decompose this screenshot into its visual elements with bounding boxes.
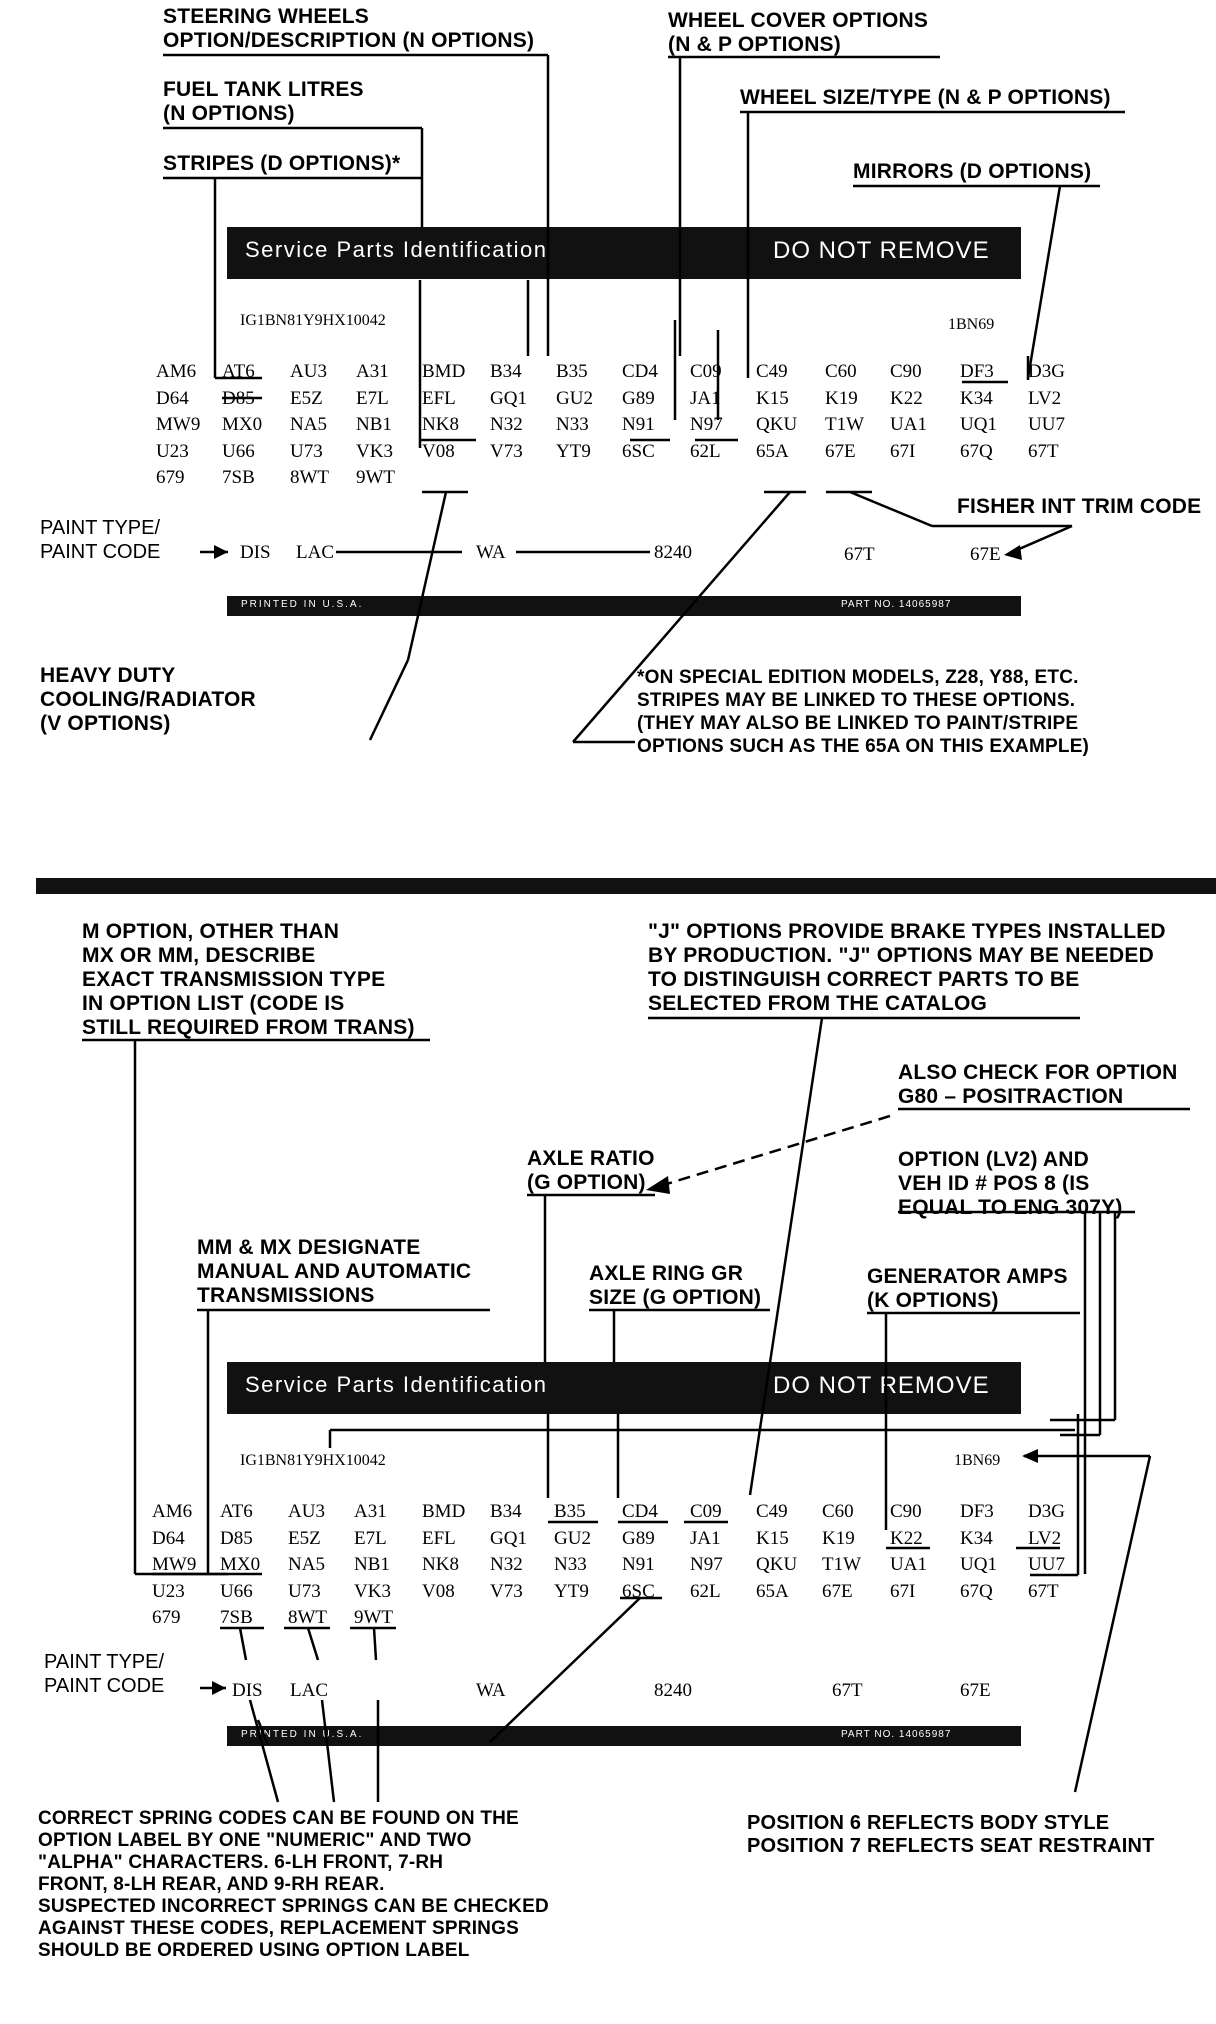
option-code: N97 [690, 1554, 723, 1575]
option-code: GQ1 [490, 1527, 527, 1549]
option-code: A31 [356, 361, 389, 382]
option-code: 67T [1028, 1580, 1059, 1602]
mm-mx-annotation: MM & MX DESIGNATE MANUAL AND AUTOMATIC TRANSMISSIONS [197, 1236, 472, 1307]
paint-wa-top: WA [476, 542, 506, 563]
option-code: BMD [422, 1501, 466, 1522]
option-code: U66 [220, 1580, 253, 1602]
option-code: N97 [690, 414, 723, 435]
option-code: CD4 [622, 1501, 658, 1522]
option-code: A31 [354, 1501, 387, 1522]
option-code: B35 [556, 361, 588, 382]
option-code: VK3 [356, 440, 393, 462]
paint-67e-bottom: 67E [960, 1680, 991, 1701]
option-code: 67I [890, 1580, 916, 1602]
option-code: V08 [422, 1580, 455, 1602]
option-code: K19 [822, 1527, 855, 1549]
option-code: UA1 [890, 414, 927, 435]
option-code: AT6 [222, 361, 255, 382]
option-code: 8WT [288, 1607, 328, 1628]
option-code: QKU [756, 414, 798, 435]
option-code: C09 [690, 1501, 722, 1522]
printed-label: PRINTED IN U.S.A. [241, 1729, 364, 1740]
option-code: C60 [825, 361, 857, 382]
option-code: K15 [756, 387, 789, 409]
wheel-cover-annotation: WHEEL COVER OPTIONS (N & P OPTIONS) [668, 9, 929, 56]
option-code: G89 [622, 387, 655, 409]
option-code: T1W [825, 414, 865, 435]
option-code: N91 [622, 414, 655, 435]
option-code: GU2 [554, 1527, 591, 1549]
option-code: NK8 [422, 1554, 459, 1575]
option-code: N32 [490, 1554, 523, 1575]
option-code: AU3 [290, 361, 327, 382]
option-code: 8WT [290, 467, 330, 488]
option-code: K22 [890, 1527, 923, 1549]
option-code: JA1 [690, 1527, 721, 1549]
option-code: NA5 [288, 1554, 325, 1575]
option-code: DF3 [960, 1501, 994, 1522]
option-code: AM6 [156, 361, 197, 382]
label-warning: DO NOT REMOVE [773, 1372, 990, 1399]
option-code: 7SB [220, 1607, 253, 1628]
stripes-annotation: STRIPES (D OPTIONS)* [163, 152, 401, 175]
option-code: V08 [422, 440, 455, 462]
option-code: C49 [756, 1501, 788, 1522]
option-code: 6SC [622, 1580, 655, 1602]
option-code: 679 [152, 1607, 181, 1628]
option-code: 65A [756, 1580, 789, 1602]
option-code: JA1 [690, 387, 721, 409]
option-code: VK3 [354, 1580, 391, 1602]
axle-ratio-annotation: AXLE RATIO (G OPTION) [527, 1147, 655, 1194]
paint-67t-bottom: 67T [832, 1680, 863, 1701]
option-code: EFL [422, 387, 456, 409]
option-code: N91 [622, 1554, 655, 1575]
option-code: D64 [156, 387, 189, 409]
paint-67e-top: 67E [970, 544, 1001, 565]
vin-bottom: IG1BN81Y9HX10042 [240, 1452, 386, 1469]
option-code: 67Q [960, 440, 993, 462]
paint-dis-bottom: DIS [232, 1680, 263, 1701]
option-code: V73 [490, 440, 523, 462]
option-code: D3G [1028, 361, 1065, 382]
option-code: MW9 [156, 414, 201, 435]
option-code: NB1 [356, 414, 392, 435]
option-code: 65A [756, 440, 789, 462]
paint-type-label-bottom: PAINT TYPE/ PAINT CODE [44, 1651, 165, 1697]
option-code: C49 [756, 361, 788, 382]
option-code: D85 [222, 387, 255, 409]
option-code: YT9 [554, 1580, 589, 1602]
option-code: AM6 [152, 1501, 193, 1522]
option-code: EFL [422, 1527, 456, 1549]
option-code: K34 [960, 387, 993, 409]
option-code: T1W [822, 1554, 862, 1575]
body-code-top: 1BN69 [948, 316, 995, 333]
steering-wheels-annotation: STEERING WHEELS OPTION/DESCRIPTION (N OPTIONS) [163, 5, 535, 52]
option-code: MX0 [220, 1554, 261, 1575]
option-code: 62L [690, 1580, 721, 1602]
option-code: U23 [152, 1580, 185, 1602]
option-code: C90 [890, 1501, 922, 1522]
option-code: LV2 [1028, 1527, 1062, 1549]
label-title: Service Parts Identification [245, 237, 548, 262]
paint-8240-bottom: 8240 [654, 1680, 692, 1701]
option-code: UQ1 [960, 1554, 997, 1575]
option-code: 9WT [354, 1607, 394, 1628]
option-code: E7L [356, 387, 389, 409]
body-code-bottom: 1BN69 [954, 1452, 1001, 1469]
label-title: Service Parts Identification [245, 1372, 548, 1397]
mirrors-annotation: MIRRORS (D OPTIONS) [853, 160, 1092, 183]
option-code: N33 [554, 1554, 587, 1575]
option-code: YT9 [556, 440, 591, 462]
option-code: D3G [1028, 1501, 1065, 1522]
option-code: B34 [490, 361, 522, 382]
paint-type-label-top: PAINT TYPE/ PAINT CODE [40, 517, 161, 563]
option-code: 62L [690, 440, 721, 462]
label-warning: DO NOT REMOVE [773, 237, 990, 264]
option-code: 6SC [622, 440, 655, 462]
paint-8240-top: 8240 [654, 542, 692, 563]
option-code: NB1 [354, 1554, 390, 1575]
option-code: U73 [288, 1580, 321, 1602]
special-edition-annotation: *ON SPECIAL EDITION MODELS, Z28, Y88, ETC. STRIPES MAY BE LINKED TO THESE OPTIONS. (THEY MAY ALSO BE LINKED TO PAINT/STRIPE OPTIONS SUCH AS THE 65A ON THIS EXAMPLE) [637, 667, 1090, 757]
part-number: PART NO. 14065987 [841, 599, 952, 610]
option-code: G89 [622, 1527, 655, 1549]
option-code: BMD [422, 361, 466, 382]
position-annotation: POSITION 6 REFLECTS BODY STYLE POSITION 7 REFLECTS SEAT RESTRAINT [747, 1812, 1155, 1857]
option-code: D85 [220, 1527, 253, 1549]
option-code: C60 [822, 1501, 854, 1522]
option-code: E5Z [288, 1527, 321, 1549]
option-code: K19 [825, 387, 858, 409]
option-code: GQ1 [490, 387, 527, 409]
option-code: U23 [156, 440, 189, 462]
option-code: 67Q [960, 1580, 993, 1602]
option-code: 679 [156, 467, 185, 488]
generator-amps-annotation: GENERATOR AMPS (K OPTIONS) [867, 1265, 1068, 1312]
fisher-trim-annotation: FISHER INT TRIM CODE [957, 495, 1202, 518]
paint-wa-bottom: WA [476, 1680, 506, 1701]
option-code: N32 [490, 414, 523, 435]
option-code: 67T [1028, 440, 1059, 462]
g80-annotation: ALSO CHECK FOR OPTION G80 – POSITRACTION [898, 1061, 1178, 1108]
paint-67t-top: 67T [844, 544, 875, 565]
option-code: LV2 [1028, 387, 1062, 409]
m-option-annotation: M OPTION, OTHER THAN MX OR MM, DESCRIBE EXACT TRANSMISSION TYPE IN OPTION LIST (CODE IS STILL REQUIRED FROM TRANS) [82, 920, 415, 1039]
option-code: K15 [756, 1527, 789, 1549]
part-number: PART NO. 14065987 [841, 1729, 952, 1740]
vin-top: IG1BN81Y9HX10042 [240, 312, 386, 329]
option-code: K34 [960, 1527, 993, 1549]
option-code: GU2 [556, 387, 593, 409]
option-code: UU7 [1028, 1554, 1065, 1575]
option-code: UA1 [890, 1554, 927, 1575]
option-code: 67I [890, 440, 916, 462]
option-code: NK8 [422, 414, 459, 435]
paint-dis-top: DIS [240, 542, 271, 563]
option-code: V73 [490, 1580, 523, 1602]
option-code: 9WT [356, 467, 396, 488]
option-code: 67E [822, 1580, 853, 1602]
option-code: C09 [690, 361, 722, 382]
option-code: NA5 [290, 414, 327, 435]
paint-lac-bottom: LAC [290, 1680, 328, 1701]
option-code: B35 [554, 1501, 586, 1522]
option-code: B34 [490, 1501, 522, 1522]
option-code: MW9 [152, 1554, 197, 1575]
option-code: AU3 [288, 1501, 325, 1522]
option-code: UQ1 [960, 414, 997, 435]
heavy-duty-annotation: HEAVY DUTY COOLING/RADIATOR (V OPTIONS) [40, 664, 256, 735]
lv2-annotation: OPTION (LV2) AND VEH ID # POS 8 (IS EQUAL TO ENG 307Y) [898, 1148, 1123, 1219]
option-code: DF3 [960, 361, 994, 382]
option-code: AT6 [220, 1501, 253, 1522]
option-code: 67E [825, 440, 856, 462]
option-code: UU7 [1028, 414, 1065, 435]
axle-ring-annotation: AXLE RING GR SIZE (G OPTION) [589, 1262, 762, 1309]
option-code: C90 [890, 361, 922, 382]
option-code: QKU [756, 1554, 798, 1575]
option-code: D64 [152, 1527, 185, 1549]
option-code: K22 [890, 387, 923, 409]
option-code: U73 [290, 440, 323, 462]
fuel-tank-annotation: FUEL TANK LITRES (N OPTIONS) [163, 78, 364, 125]
paint-lac-top: LAC [296, 542, 334, 563]
option-code: E5Z [290, 387, 323, 409]
wheel-size-annotation: WHEEL SIZE/TYPE (N & P OPTIONS) [740, 86, 1111, 109]
option-code: CD4 [622, 361, 658, 382]
option-code: U66 [222, 440, 255, 462]
printed-label: PRINTED IN U.S.A. [241, 599, 364, 610]
option-code: 7SB [222, 467, 255, 488]
option-code: MX0 [222, 414, 263, 435]
spring-codes-annotation: CORRECT SPRING CODES CAN BE FOUND ON THE OPTION LABEL BY ONE "NUMERIC" AND TWO "ALPHA" CHARACTERS. 6-LH FRONT, 7-RH FRONT, 8-LH REAR, AND 9-RH REAR. SUSPECTED INCORRECT SPRINGS CAN BE CHECKED AGAINST THESE CODES, REPLACEMENT SPRINGS SHOULD BE ORDERED USING OPTION LABEL [38, 1808, 549, 1961]
option-code: E7L [354, 1527, 387, 1549]
j-options-annotation: "J" OPTIONS PROVIDE BRAKE TYPES INSTALLED BY PRODUCTION. "J" OPTIONS MAY BE NEEDED TO DISTINGUISH CORRECT PARTS TO BE SELECTED FROM THE CATALOG [648, 920, 1166, 1015]
option-code: N33 [556, 414, 589, 435]
